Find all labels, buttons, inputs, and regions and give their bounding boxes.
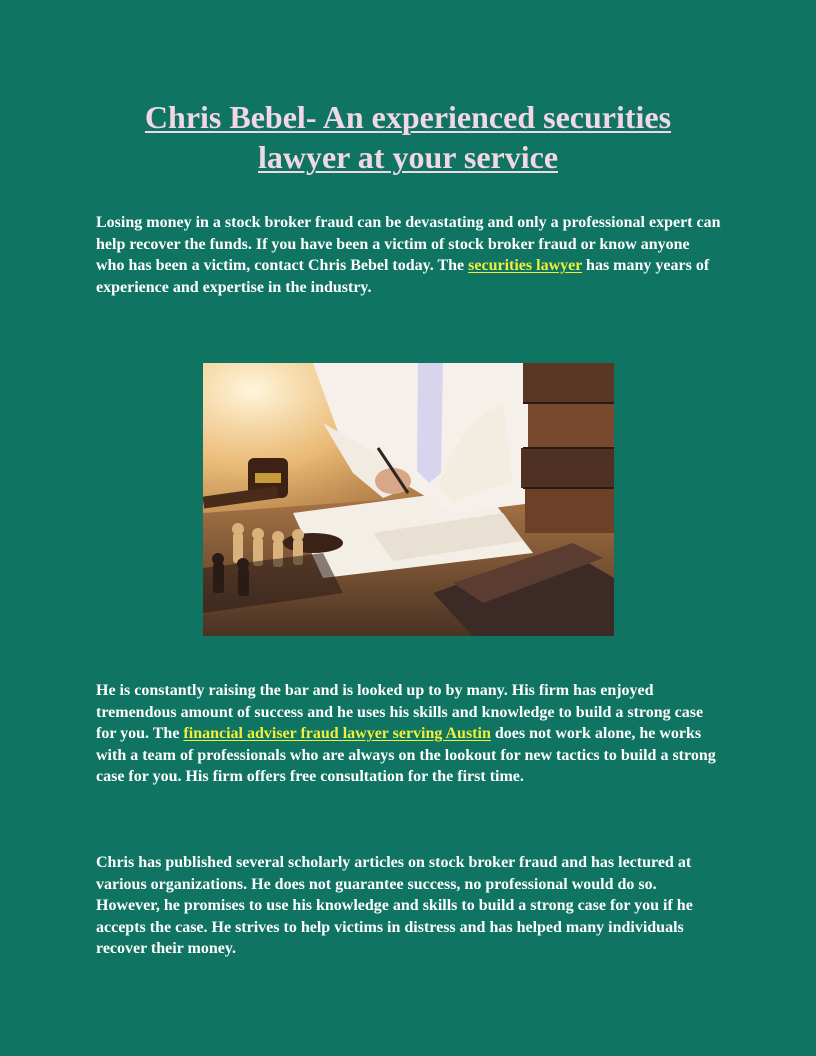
page-title: Chris Bebel- An experienced securities lawyer at your service [144,99,672,175]
intro-paragraph [96,212,722,298]
lawyer-desk-photo [203,363,614,636]
intro-text-start: Losing money in a stock broker fraud can be devastating and only a professional expert can help recover the funds. If you have been a victim of stock broker fraud or know anyone who has been a victim, contact Chris Bebel today. The [96,214,721,275]
intro-text-end: has many years of experience and expertise in the industry. [96,257,710,296]
financial-adviser-fraud-lawyer-link[interactable]: financial adviser fraud lawyer serving Austin [183,725,491,743]
securities-lawyer-link[interactable]: securities lawyer [468,257,583,275]
publications-paragraph: Chris has published several scholarly articles on stock broker fraud and has lectured at various organizations. He does not guarantee success, no professional would do so. However, he promises to use his knowledge and skills to build a strong case for you if he accepts the case. He strives to help victims in distress and has helped many individuals recover their money. [96,854,693,958]
firm-text-end: does not work alone, he works with a team of professionals who are always on the lookout for new tactics to build a strong case for you. His firm offers free consultation for the first time. [96,725,716,786]
firm-text-start: He is constantly raising the bar and is looked up to by many. His firm has enjoyed tremendous amount of success and he uses his skills and knowledge to build a strong case for you. The [96,682,704,743]
firm-paragraph [96,680,722,788]
